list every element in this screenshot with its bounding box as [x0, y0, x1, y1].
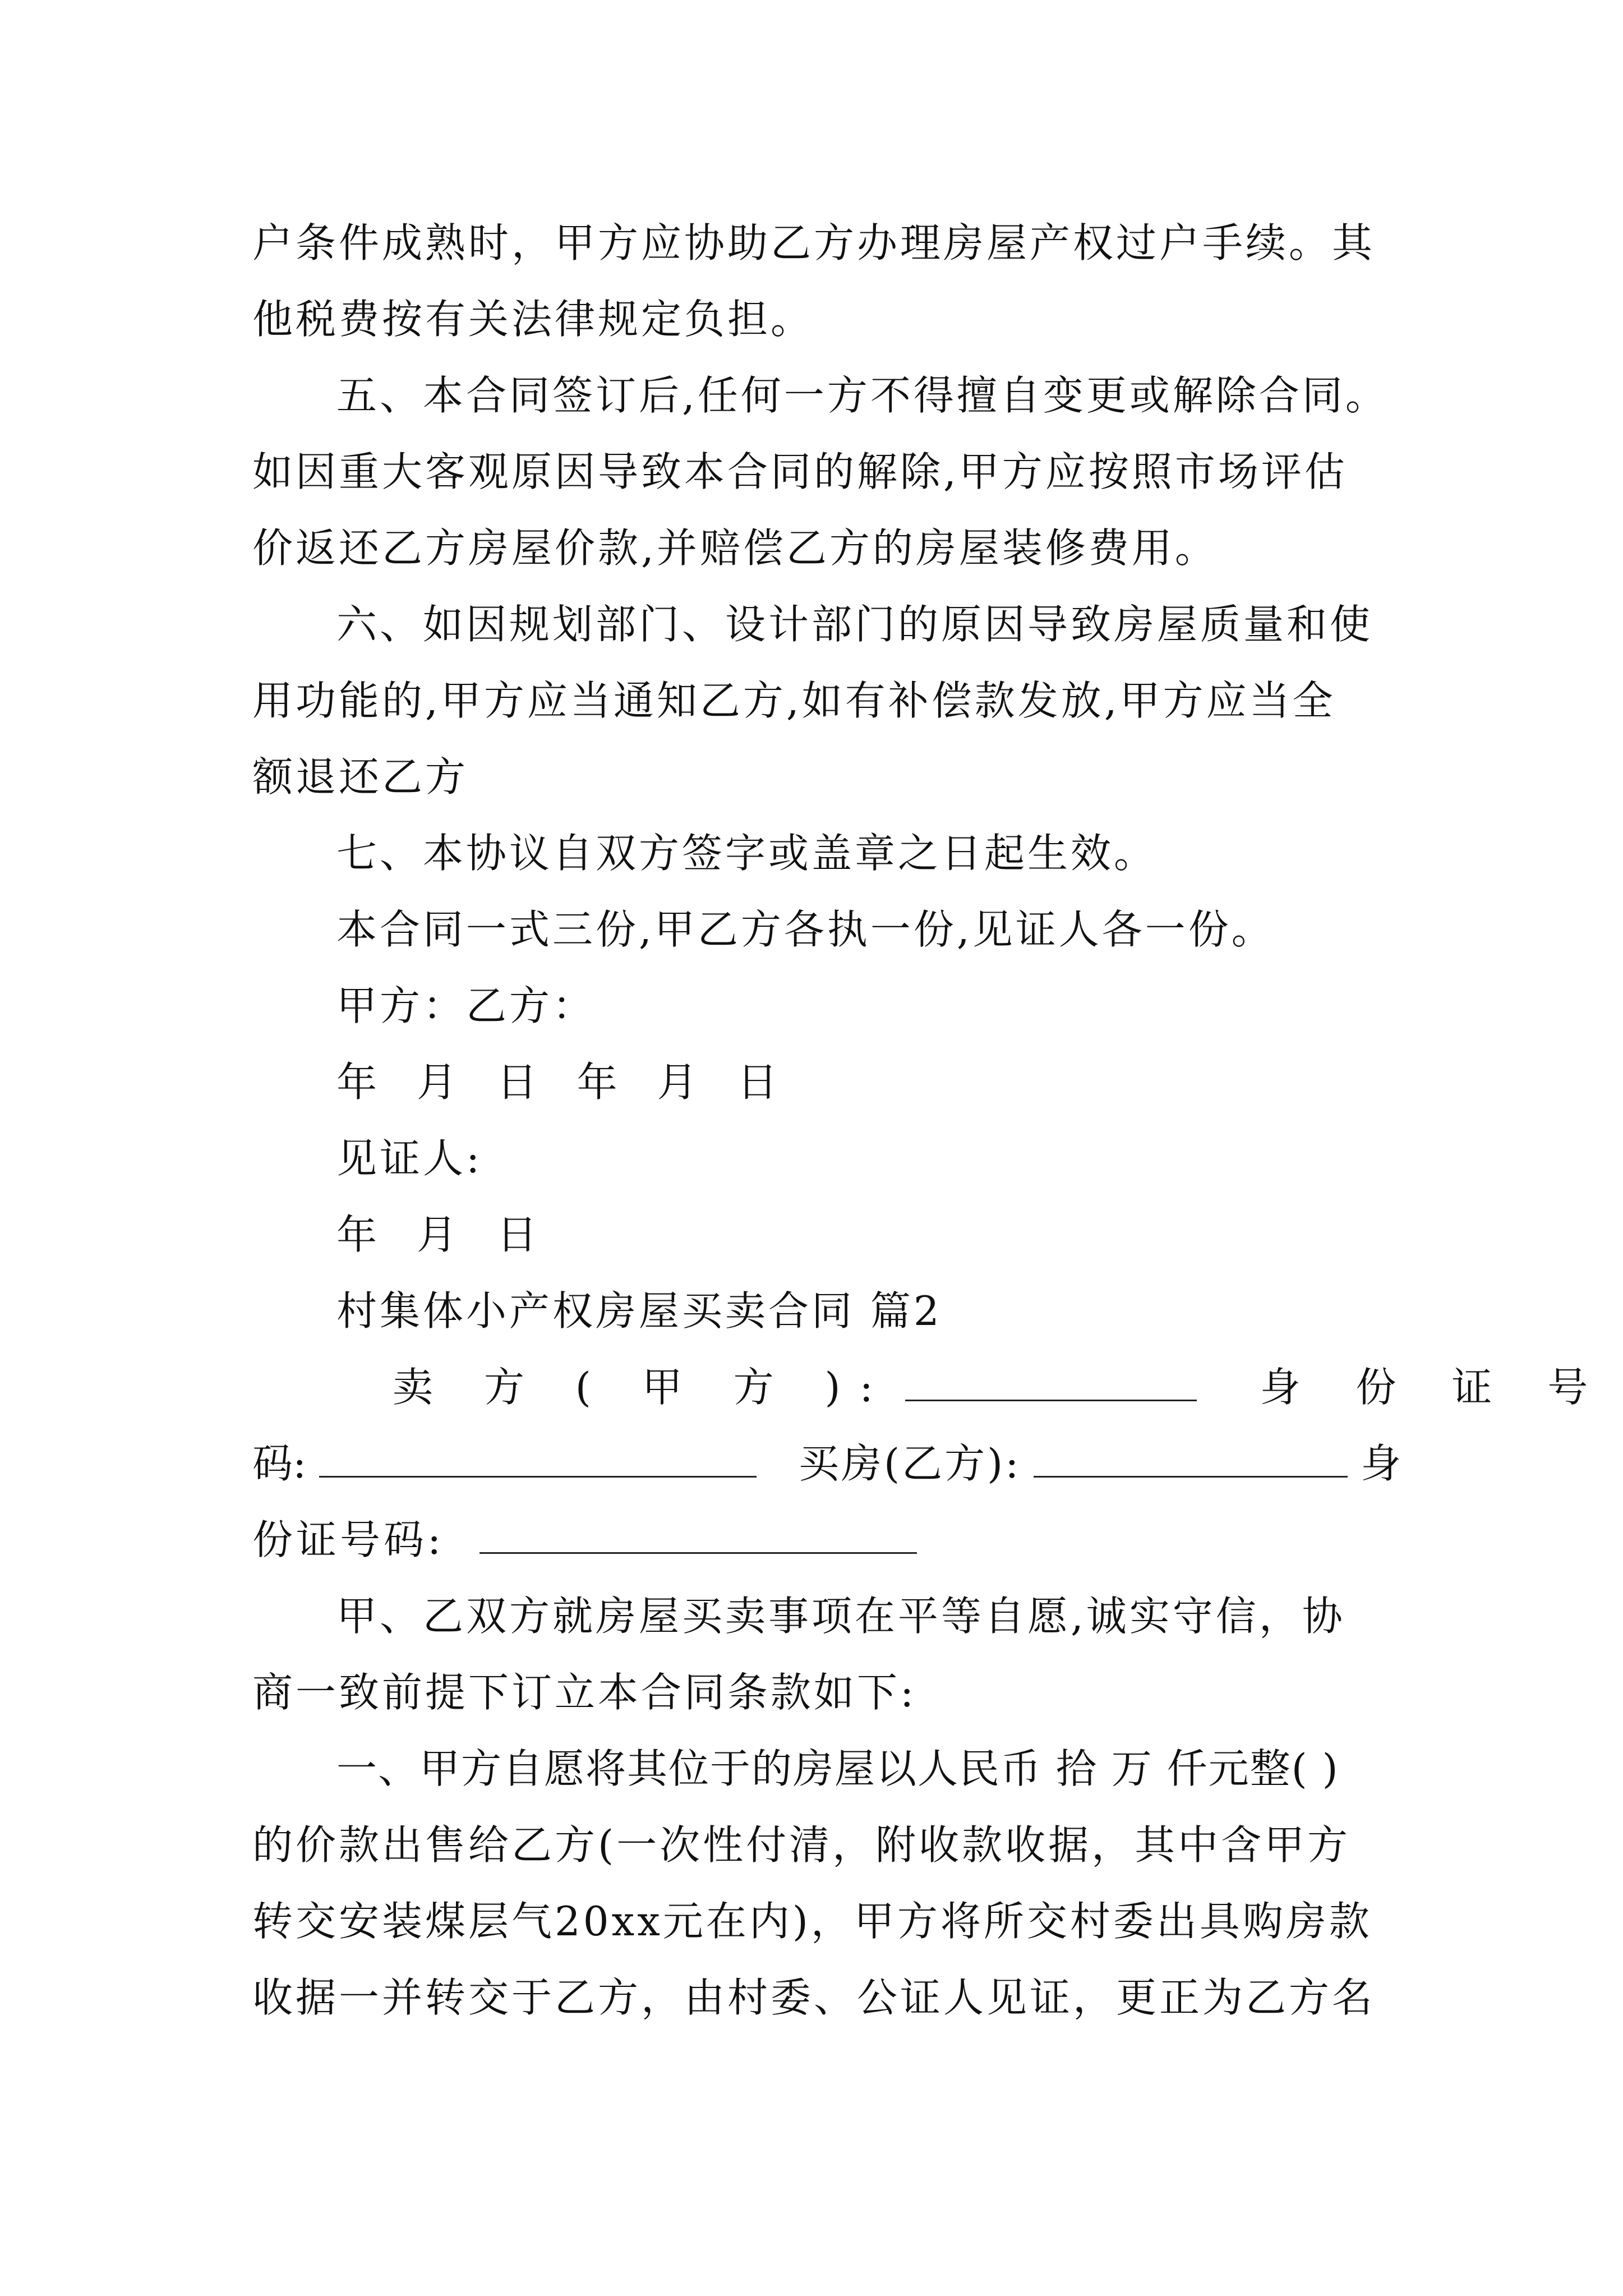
text-line: 商一致前提下订立本合同条款如下:	[252, 1669, 917, 1716]
text-line: 如因重大客观原因导致本合同的解除,甲方应按照市场评估	[252, 448, 1348, 495]
section-heading: 村集体小产权房屋买卖合同 篇2	[336, 1287, 942, 1335]
text-line: 户条件成熟时，甲方应协助乙方办理房屋产权过户手续。其	[252, 219, 1376, 266]
buyer-id-line	[252, 1502, 1374, 1578]
id-number-label: 码:	[252, 1440, 307, 1487]
seller-id-blank[interactable]	[319, 1443, 757, 1478]
text-line: 转交安装煤层气20xx元在内)，甲方将所交村委出具购房款	[252, 1898, 1372, 1945]
seller-id-label: 身 份 证 号	[1260, 1364, 1610, 1411]
seller-label: 卖 方 ( 甲 方 ):	[393, 1364, 892, 1411]
text-line: 额退还乙方	[252, 753, 469, 800]
witness-date-line: 年 月 日	[336, 1211, 551, 1258]
text-line: 六、如因规划部门、设计部门的原因导致房屋质量和使	[336, 601, 1373, 648]
signature-date-line: 年 月 日 年 月 日	[336, 1059, 791, 1106]
seller-line	[393, 1349, 1610, 1425]
witness-label: 见证人:	[336, 1135, 483, 1182]
buyer-id-blank[interactable]	[479, 1520, 917, 1554]
buyer-line	[252, 1425, 1401, 1502]
text-line: 用功能的,甲方应当通知乙方,如有补偿款发放,甲方应当全	[252, 677, 1336, 724]
text-line: 五、本合同签订后,任何一方不得擅自变更或解除合同。	[336, 372, 1389, 419]
seller-name-blank[interactable]	[905, 1367, 1197, 1401]
text-line: 收据一并转交于乙方，由村委、公证人见证，更正为乙方名	[252, 1974, 1376, 2021]
text-line: 甲、乙双方就房屋买卖事项在平等自愿,诚实守信，协	[336, 1593, 1345, 1640]
text-line: 一、甲方自愿将其位于的房屋以人民币 拾 万 仟元整( )	[336, 1745, 1339, 1792]
buyer-label: 买房(乙方):	[799, 1440, 1021, 1487]
text-line: 七、本协议自双方签字或盖章之日起生效。	[336, 830, 1158, 877]
text-line: 他税费按有关法律规定负担。	[252, 296, 814, 343]
buyer-id-label-start: 身	[1361, 1440, 1401, 1487]
text-line: 价返还乙方房屋价款,并赔偿乙方的房屋装修费用。	[252, 524, 1218, 572]
text-line: 的价款出售给乙方(一次性付清，附收款收据，其中含甲方	[252, 1821, 1351, 1869]
text-line: 本合同一式三份,甲乙方各执一份,见证人各一份。	[336, 906, 1275, 953]
buyer-name-blank[interactable]	[1034, 1443, 1348, 1478]
buyer-id-label: 份证号码:	[252, 1516, 445, 1563]
signature-party-labels: 甲方：乙方：	[336, 982, 596, 1029]
